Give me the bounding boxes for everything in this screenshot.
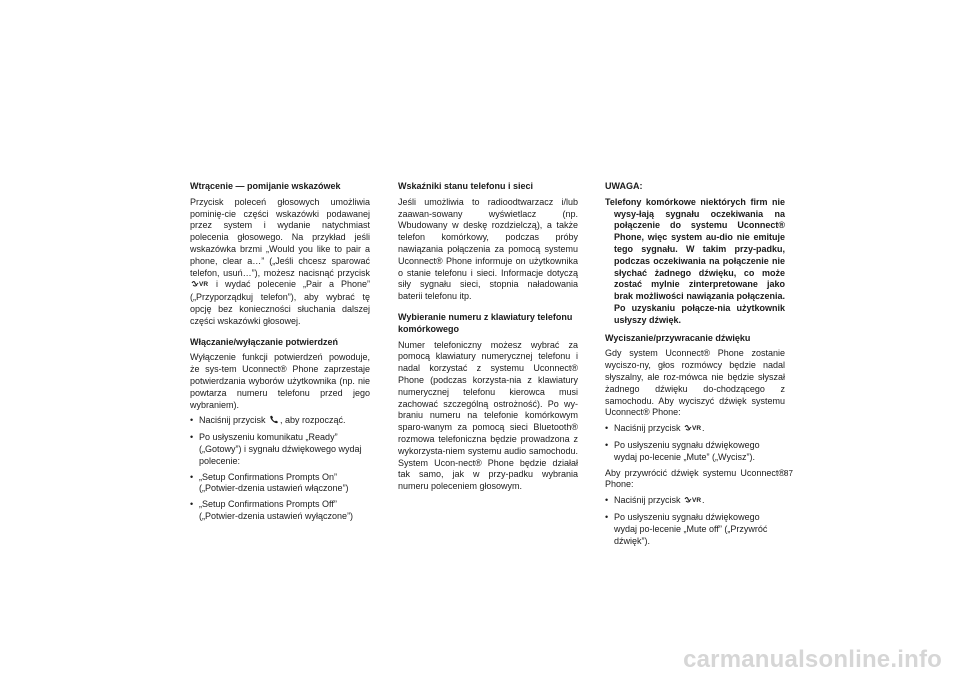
- list-item-text-end: , aby rozpocząć.: [280, 415, 346, 426]
- list-item-text: Naciśnij przycisk: [614, 423, 681, 434]
- paragraph-status-indicators: Jeśli umożliwia to radioodtwarzacz i/lub zaawan-sowany wyświetlacz (np. Wbudowany w deskę rozdzielczą), a także telefon komórkowy, podczas próby nawiązania połączenia za pomocą systemu Uconnect® Phone informuje on użytkownika o stanie telefonu i sieci. Informacje dotyczą siły sygnału sieci, stopnia naładowania baterii telefonu itp.: [398, 196, 578, 302]
- list-item: [190, 415, 370, 428]
- note-warning: Telefony komórkowe niektórych firm nie wysy-łają sygnału oczekiwania na połączenie do systemu Uconnect® Phone, więc system au-dio nie emituje tego sygnału. W takim przy-padku, podczas oczekiwania na połączenie nie słychać żadnego dźwięku, co może zostać mylnie zinterpretowane jako brak możliwości nawiązania połączenia. Po uzyskaniu połącze-nia użytkownik usłyszy dźwięk.: [605, 196, 785, 325]
- phone-icon: [269, 415, 279, 428]
- list-confirmations: [190, 415, 370, 522]
- list-item: • „Setup Confirmations Prompts Off” („Potwier-dzenia ustawień wyłączone”): [190, 499, 370, 523]
- heading-keypad-dialing: Wybieranie numeru z klawiatury telefonu komórkowego: [398, 311, 573, 334]
- list-item: • „Setup Confirmations Prompts On” („Potwier-dzenia ustawień włączone”): [190, 472, 370, 496]
- list-item-text-end: .: [702, 495, 705, 506]
- list-unmute: [605, 495, 785, 547]
- heading-barge-in: Wtrącenie — pomijanie wskazówek: [190, 181, 341, 191]
- list-item: • Po usłyszeniu komunikatu „Ready” („Gotowy”) i sygnału dźwiękowego wydaj polecenie:: [190, 432, 370, 467]
- paragraph-mute: Gdy system Uconnect® Phone zostanie wyciszo-ny, głos rozmówcy będzie nadal słyszalny, ale roz-mówca nie będzie słyszał żadnego dźwięku do-chodzącego z samochodu. Aby wyciszyć dźwięk systemu Uconnect® Phone:: [605, 348, 785, 418]
- list-item: • Po usłyszeniu sygnału dźwiękowego wydaj po-lecenie „Mute off” („Przywróć dźwięk”).: [605, 512, 785, 547]
- heading-confirmations: Włączanie/wyłączanie potwierdzeń: [190, 336, 339, 347]
- list-item-text: Naciśnij przycisk: [614, 495, 681, 506]
- watermark-text: carmanualsonline.info: [683, 646, 942, 673]
- column-right: [605, 181, 785, 551]
- list-item-text: Naciśnij przycisk: [199, 415, 266, 426]
- paragraph-barge-in: [190, 197, 370, 328]
- paragraph-barge-in-text-2: i wydać polecenie „Pair a Phone” („Przyporządkuj telefon”), aby wybrać tę opcję bez konieczności słuchania dalszej części wskazówki głosowej.: [190, 279, 370, 326]
- paragraph-unmute: Aby przywrócić dźwięk systemu Uconnect® Phone:: [605, 467, 785, 490]
- paragraph-barge-in-text: Przycisk poleceń głosowych umożliwia pominię-cie części wskazówki podawanej przez system i wydanie natychmiast polecenia głosowego. Na przykład jeśli wskazówka brzmi „Would you like to pair a phone, clear a…” („Jeśli chcesz sparować telefon, usuń…”), możesz nacisnąć przycisk: [190, 196, 370, 278]
- column-middle: [398, 181, 578, 497]
- list-mute: [605, 423, 785, 463]
- column-left: [190, 181, 370, 527]
- note-title: UWAGA:: [605, 181, 643, 191]
- paragraph-keypad-dialing: Numer telefoniczny możesz wybrać za pomocą klawiatury numerycznej telefonu i nadal korzystać z systemu Uconnect® Phone (podczas korzysta-nia z klawiatury numerycznej telefonu kierowca musi zachować szczególną ostrożność). Po wy-braniu numeru na telefonie komórkowym sparo-wanym za pomocą sieci Bluetooth® rozmowa telefoniczna będzie prowadzona z wykorzysta-niem systemu audio samochodu. System Ucon-nect® Phone będzie działał tak samo, jak w przy-padku wybrania numeru poleceniem głosowym.: [398, 339, 578, 492]
- list-item: [605, 495, 785, 508]
- voice-command-vr-icon: [191, 279, 208, 292]
- svg-text:VR: VR: [199, 281, 208, 289]
- list-item-text-end: .: [702, 423, 705, 434]
- heading-status-indicators: Wskaźniki stanu telefonu i sieci: [398, 181, 534, 191]
- paragraph-confirmations: Wyłączenie funkcji potwierdzeń powoduje, że sys-tem Uconnect® Phone zaprzestaje potwierdzania wyborów użytkownika (np. nie powtarza numeru telefonu przed jego wybraniem).: [190, 352, 370, 410]
- voice-command-vr-icon: [684, 423, 701, 436]
- voice-command-vr-icon: [684, 495, 701, 508]
- page-number: 87: [784, 469, 793, 478]
- list-item: • Po usłyszeniu sygnału dźwiękowego wydaj po-lecenie „Mute” („Wycisz”).: [605, 440, 785, 464]
- list-item: [605, 423, 785, 436]
- svg-text:VR: VR: [692, 425, 702, 433]
- heading-mute: Wyciszanie/przywracanie dźwięku: [605, 332, 751, 343]
- svg-text:VR: VR: [692, 497, 702, 505]
